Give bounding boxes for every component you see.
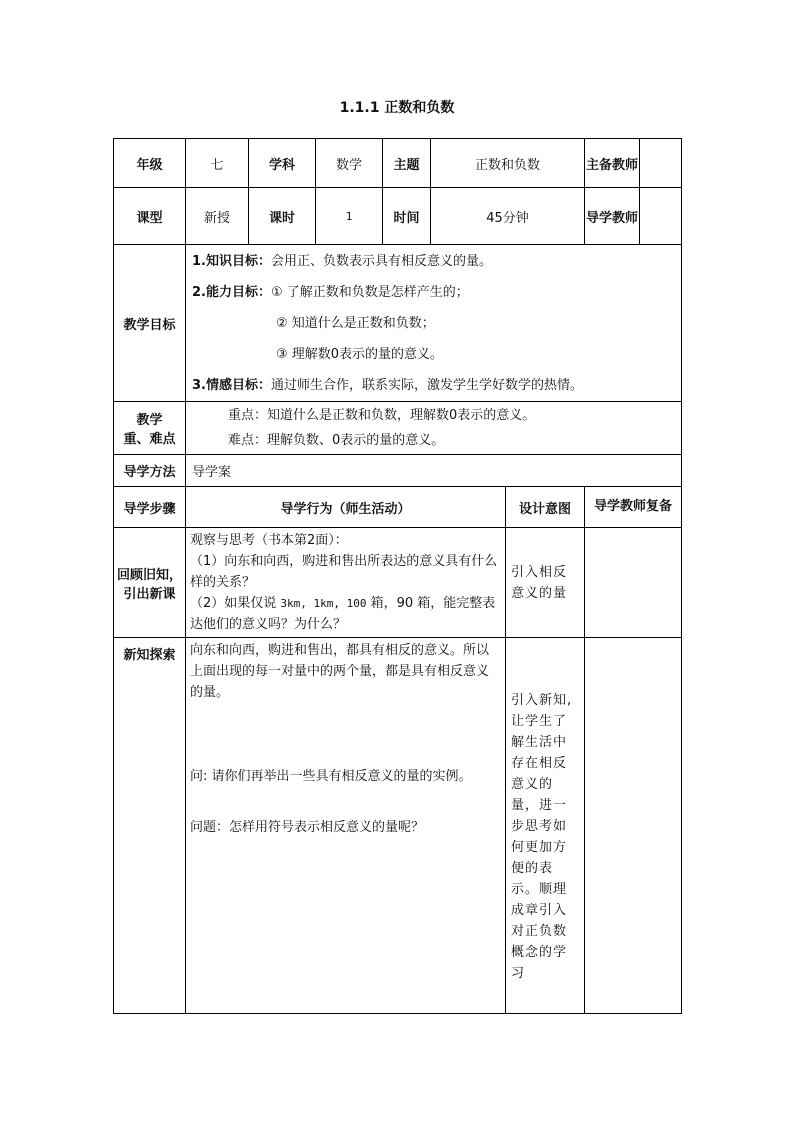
key-point: 重点：知道什么是正数和负数，理解数0表示的意义。: [228, 408, 536, 423]
table-row: [114, 455, 682, 487]
review-header: 导学教师复备: [585, 487, 682, 528]
goals-content: [186, 245, 682, 402]
hours-label: 课时: [249, 188, 316, 245]
step1-activity: 观察与思考（书本第2面）： （1）向东和向西，购进和售出所表达的意义具有什么样的关系？ （2）如果仅说 3km, 1km, 100 箱，90 箱，能完整表达他们的意义吗？为什么？: [186, 528, 506, 638]
table-row: [114, 487, 682, 528]
guide-label: 导学教师: [585, 188, 640, 245]
method-value: 导学案: [186, 455, 682, 487]
table-row: [114, 139, 682, 188]
type-value: 新授: [186, 188, 249, 245]
emotion-goal: 3.情感目标：通过师生合作，联系实际，激发学生学好数学的热情。: [192, 377, 583, 393]
activity-header: 导学行为（师生活动）: [186, 487, 506, 528]
time-label: 时间: [383, 188, 431, 245]
difficult-point: 难点：理解负数、0表示的量的意义。: [228, 433, 445, 448]
ability-goal: 2.能力目标：① 了解正数和负数是怎样产生的；: [192, 284, 469, 300]
step2-review: [585, 638, 682, 1014]
guide-value: [640, 188, 682, 245]
grade-value: 七: [186, 139, 249, 188]
subject-label: 学科: [249, 139, 316, 188]
type-label: 课型: [114, 188, 186, 245]
table-row: [114, 528, 682, 638]
table-row: [114, 188, 682, 245]
teacher-label: 主备教师: [585, 139, 640, 188]
ability-goal-2: ② 知道什么是正数和负数；: [276, 315, 435, 331]
goals-label: 教学目标: [114, 245, 186, 402]
ability-goal-3: ③ 理解数0表示的量的意义。: [276, 346, 444, 362]
method-label: 导学方法: [114, 455, 186, 487]
subject-value: 数学: [316, 139, 383, 188]
step2-activity: 向东和向西，购进和售出，都具有相反的意义。所以上面出现的每一对量中的两个量，都是具有相反意义的量。 问: 请你们再举出一些具有相反意义的量的实例。 问题：怎样用符号表示相反意义的量呢？: [186, 638, 506, 1014]
topic-value: 正数和负数: [431, 139, 585, 188]
design-header: 设计意图: [506, 487, 585, 528]
grade-label: 年级: [114, 139, 186, 188]
step1-label: 回顾旧知， 引出新课: [114, 528, 186, 638]
table-row: [114, 638, 682, 1014]
knowledge-goal: 1.知识目标：会用正、负数表示具有相反意义的量。: [192, 253, 492, 269]
lesson-plan-table: [113, 138, 682, 1014]
page-title: 1.1.1 正数和负数: [339, 100, 455, 116]
table-row: [114, 245, 682, 402]
step2-design: 引入新知,让学生了解生活中存在相反意义的量，进一步思考如何更加方便的表示。顺理成章引入对正负数概念的学习: [506, 638, 585, 1014]
keypoints-content: [186, 402, 682, 455]
time-value: 45分钟: [431, 188, 585, 245]
hours-value: 1: [316, 188, 383, 245]
topic-label: 主题: [383, 139, 431, 188]
steps-header: 导学步骤: [114, 487, 186, 528]
teacher-value: [640, 139, 682, 188]
keypoints-label: 教学 重、难点: [114, 402, 186, 455]
step1-review: [585, 528, 682, 638]
table-row: [114, 402, 682, 455]
step1-design: 引入相反意义的量: [506, 528, 585, 638]
step2-label: 新知探索: [114, 638, 186, 1014]
